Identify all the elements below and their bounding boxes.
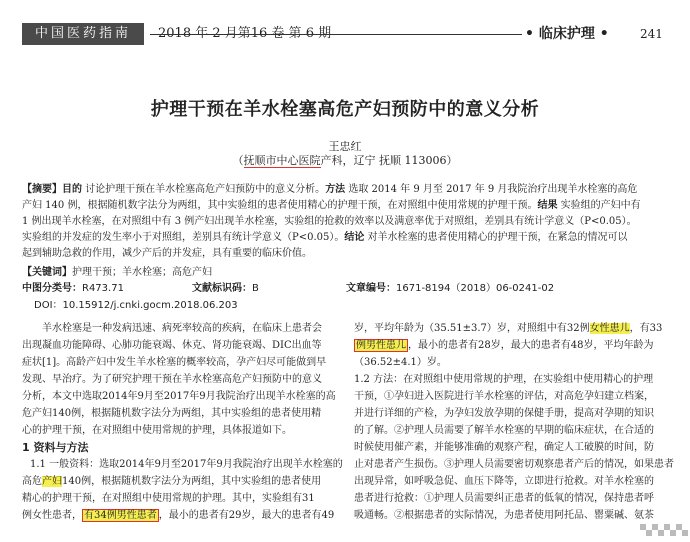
body-line: 精心的护理干预，在对照组中使用常规的护理。其中，实验组有31 [22, 493, 315, 504]
body-line: 危产妇140例，根据随机数字法分为两组，其中实验组的患者使用精 [22, 408, 322, 419]
body-line: 出现凝血功能障碍、心肺功能衰竭、休克、肾功能衰竭、DIC出血等 [22, 340, 322, 351]
abstract-objective-label: 目的 [62, 184, 82, 195]
body-text: 岁，平均年龄为（35.51±3.7）岁，对照组中有32例 [354, 323, 590, 334]
paper-title: 护理干预在羊水栓塞高危产妇预防中的意义分析 [150, 99, 540, 120]
body-text: 例女性患者， [22, 510, 82, 521]
body-line: 1.1 一般资料：选取2014年9月至2017年9月我院治疗出现羊水栓塞的 [30, 459, 343, 470]
abstract-result-label: 结果 [537, 200, 558, 211]
author: 王忠红 [328, 140, 362, 153]
affiliation [0, 152, 690, 168]
journal-name: 中国医药指南 [22, 23, 144, 45]
abstract-line-1 [22, 183, 672, 196]
body-line: 羊水栓塞是一种发病迅速、病死率较高的疾病，在临床上患者会 [42, 323, 322, 334]
body-line: 的了解。②护理人员需要了解羊水栓塞的早期的临床症状，在合适的 [354, 425, 654, 436]
body-line [22, 507, 342, 524]
body-line: 症状[1]。高龄产妇中发生羊水栓塞的概率较高，孕产妇尽可能做到早 [22, 357, 327, 368]
highlight-boxed-text: 有34例男性患者 [84, 510, 157, 521]
body-line: 分析，本文中选取2014年9月至2017年9月我院治疗出现羊水栓塞的高 [22, 391, 336, 402]
page-number: 241 [640, 27, 663, 41]
body-line [354, 320, 674, 337]
abstract-method-label: 方法 [325, 184, 346, 195]
issue-info: 2018 年 2 月第16 卷 第 6 期 [158, 26, 332, 41]
body-line: 时候使用催产素，并能够准确的观察产程，确定人工破膜的时间，防 [354, 442, 654, 453]
article-number [346, 282, 554, 296]
affiliation-rest: 产科，辽宁 抚顺 113006） [320, 154, 458, 167]
body-line: 出现异常，如呼吸急促、血压下降等，立即进行抢救。对羊水栓塞的 [354, 476, 654, 487]
highlight-boxed-text: 例男性患儿 [356, 340, 406, 351]
abstract-text: 实验组的产妇中有 [557, 200, 641, 211]
doi: DOI：10.15912/j.cnki.gocm.2018.06.203 [34, 300, 238, 311]
clc-number [22, 282, 124, 296]
header-rule [150, 34, 522, 35]
affiliation-open: （ [232, 154, 244, 167]
highlight-text: 女性患儿 [589, 323, 630, 334]
abstract-conclusion-label: 结论 [344, 232, 365, 243]
abstract-text: 对羊水栓塞的患者使用精心的护理干预，在紧急的情况可以 [364, 232, 628, 243]
art-value: 1671-8194（2018）06-0241-02 [396, 283, 555, 294]
abstract-line-3: 1 例出现羊水栓塞，在对照组中有 3 例产妇出现羊水栓塞，实验组的抢救的效率以及满意率优于对照组，差别具有统计学意义（P<0.05）。 [22, 216, 637, 227]
body-line: 并进行详细的产检，为孕妇发放孕期的保健手册，提高对孕期的知识 [354, 408, 654, 419]
abstract-line-4 [22, 231, 672, 244]
body-text: 140例，根据随机数字法分为两组，其中实验组的患者使用 [62, 476, 322, 487]
doc-value: B [252, 283, 259, 294]
right-column [354, 320, 674, 524]
abstract-text: 实验组的并发症的发生率小于对照组，差别具有统计学意义（P<0.05）。 [22, 232, 345, 243]
body-line: 干预，①孕妇进入医院进行羊水栓塞的评估，对高危孕妇建立档案， [354, 391, 654, 402]
abstract-text: 讨论护理干预在羊水栓塞高危产妇预防中的意义分析。 [82, 184, 326, 195]
corner-pattern [630, 512, 690, 542]
abstract-line-2 [22, 199, 672, 212]
doc-code [192, 282, 259, 296]
body-line [22, 473, 342, 490]
keywords-label: 【关键词】 [22, 267, 72, 278]
section-heading: 1 资料与方法 [22, 441, 89, 454]
keywords-text: 护理干预；羊水栓塞；高危产妇 [72, 267, 212, 278]
body-text: ，最小的患者有29岁，最大的患者有49 [158, 510, 335, 521]
body-line: 患者进行抢救：①护理人员需要纠正患者的低氧的情况，保持患者呼 [354, 493, 654, 504]
body-text: 高危 [22, 476, 42, 487]
left-column [22, 320, 342, 524]
body-line [354, 337, 674, 354]
affiliation-org: 抚顺市中心医院 [243, 154, 321, 167]
abstract-text: 产妇 140 例，根据随机数字法分为两组，其中实验组的患者使用精心的护理干预，在对照组中使用常规的护理干预。 [22, 200, 538, 211]
highlight-text: 产妇 [42, 476, 62, 487]
body-line: 心的护理干预，在对照组中使用常规的护理，具体报道如下。 [22, 425, 292, 436]
doc-label: 文献标识码： [192, 283, 252, 294]
art-label: 文章编号： [346, 283, 396, 294]
section-name: • 临床护理 • [525, 26, 609, 42]
abstract-line-5: 起到辅助急救的作用，减少产后的并发症，具有重要的临床价值。 [22, 248, 312, 259]
body-line: （36.52±4.1）岁。 [354, 357, 447, 368]
body-text: ，最小的患者有28岁，最大的患者有48岁，平均年龄为 [408, 340, 654, 351]
abstract-label: 【摘要】 [22, 184, 62, 195]
abstract-text: 选取 2014 年 9 月至 2017 年 9 月我院治疗出现羊水栓塞的高危 [345, 184, 638, 195]
body-line: 吸通畅。②根据患者的实际情况，为患者使用阿托品、罂粟碱、氨茶 [354, 510, 654, 521]
body-text: ，有33 [629, 323, 663, 334]
keywords [22, 266, 672, 279]
body-line: 发现、早治疗。为了研究护理干预在羊水栓塞高危产妇预防中的意义 [22, 374, 322, 385]
body-line: 1.2 方法：在对照组中使用常规的护理，在实验组中使用精心的护理 [354, 374, 654, 385]
body-line: 止对患者产生损伤。③护理人员需要密切观察患者产后的情况，如果患者 [354, 459, 674, 470]
clc-value: R473.71 [82, 283, 124, 294]
clc-label: 中图分类号： [22, 283, 82, 294]
